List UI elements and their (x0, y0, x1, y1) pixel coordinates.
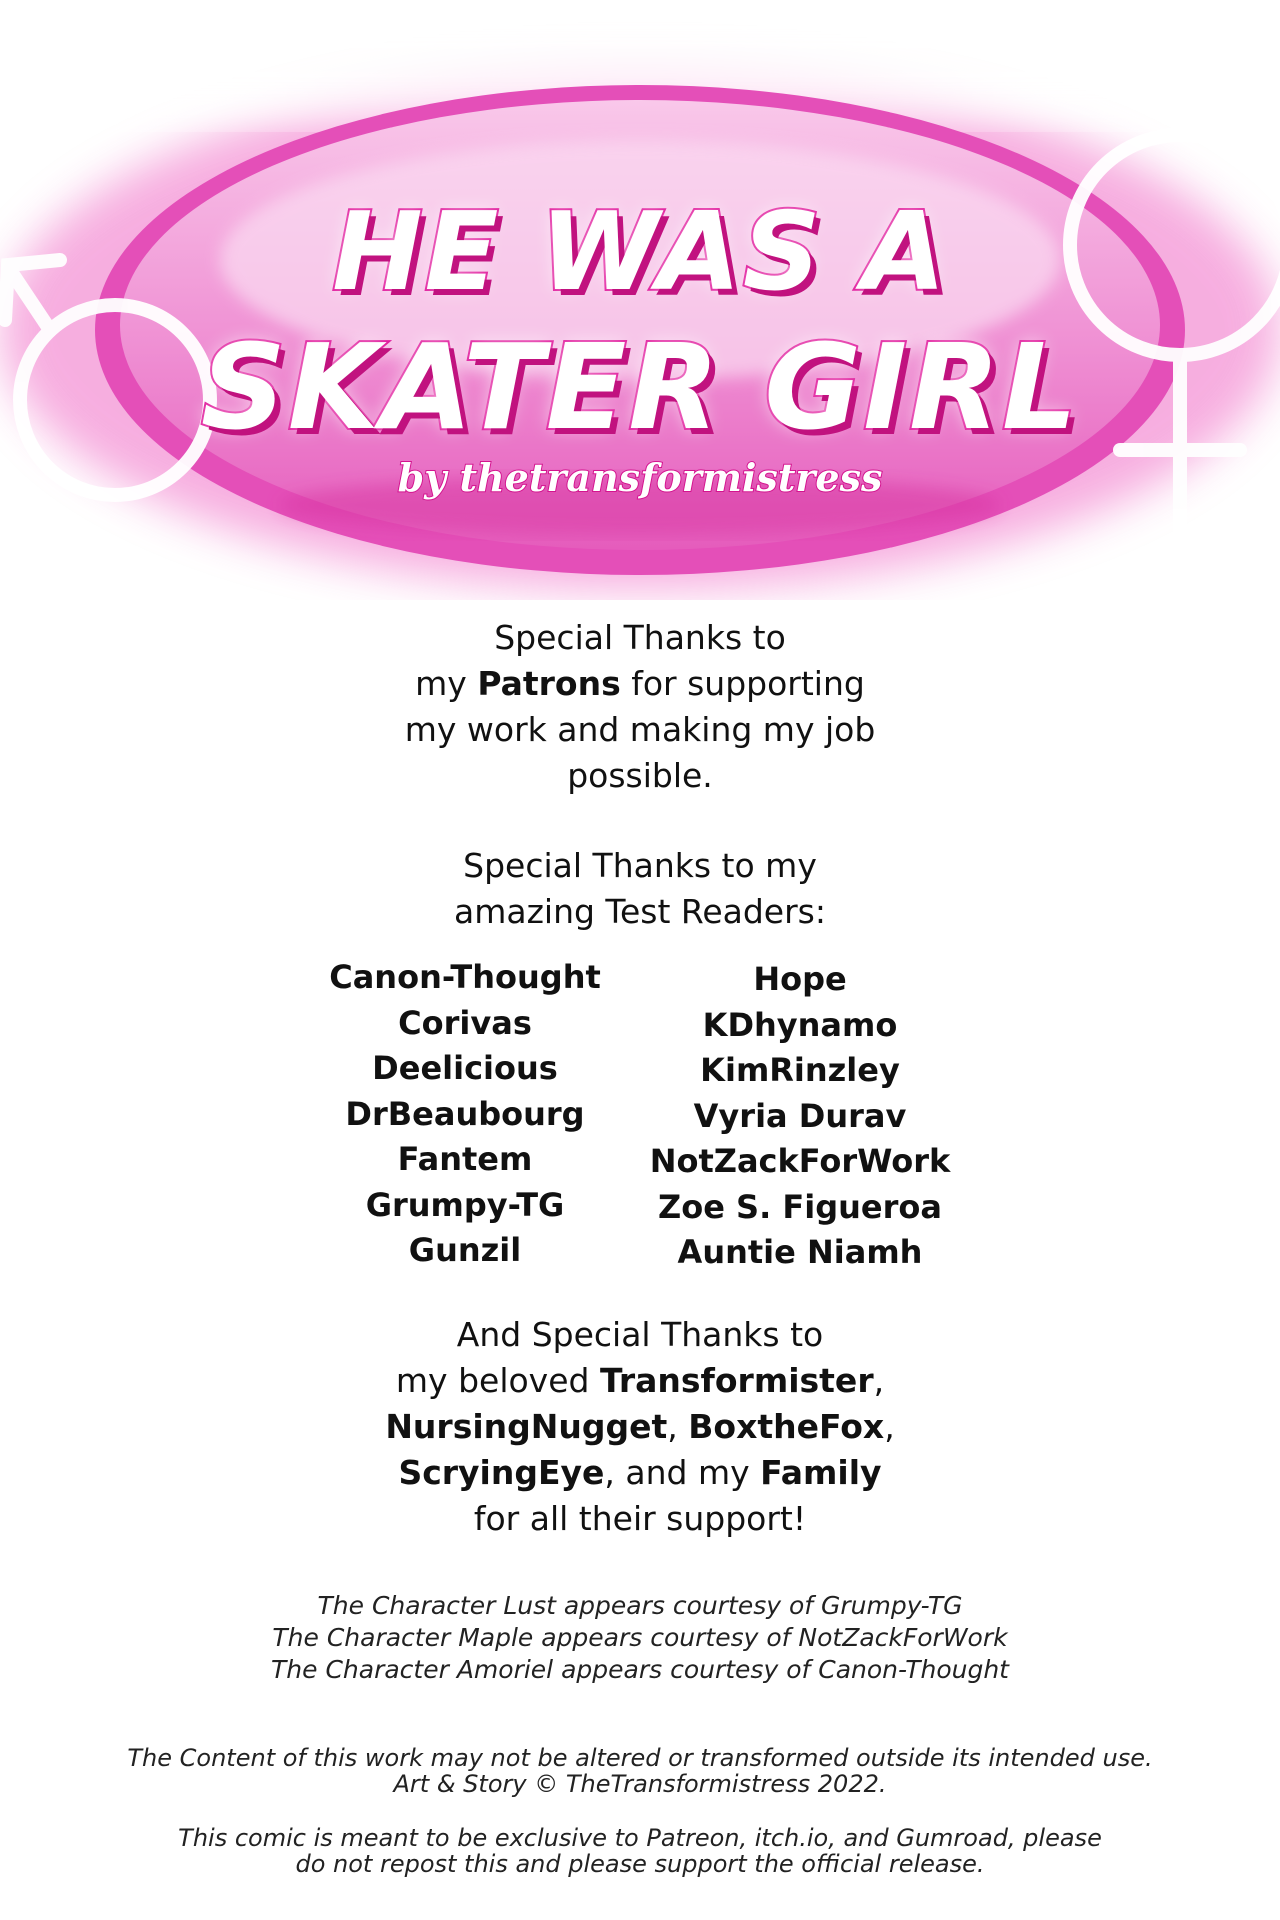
test-reader-name: Fantem (397, 1140, 533, 1178)
family-thanks-line-4: ScryingEye, and my Family (398, 1453, 882, 1492)
test-reader-name: DrBeaubourg (345, 1094, 585, 1133)
family-thanks-line-2: my beloved Transformister, (395, 1361, 885, 1400)
family-thanks-line-5: for all their support! (473, 1499, 807, 1538)
character-credits (0, 1590, 1280, 1686)
patrons-bold: Patrons (477, 664, 621, 703)
test-reader-name: NotZackForWork (649, 1142, 951, 1180)
comic-title-line-1: HE WAS A (332, 190, 948, 315)
copyright-line: Art & Story © TheTransformistress 2022. (393, 1770, 887, 1798)
character-credit: The Character Maple appears courtesy of NotZackForWork (272, 1623, 1008, 1652)
patrons-thanks-line-1: Special Thanks to (494, 618, 786, 657)
patrons-thanks-line-2: my Patrons for supporting (415, 664, 865, 703)
legal-notice (0, 1745, 1280, 1797)
family-thanks-line-3: NursingNugget, BoxtheFox, (385, 1407, 895, 1446)
test-reader-name: Deelicious (372, 1049, 558, 1087)
comic-title-line-2: SKATER GIRL (200, 318, 1080, 456)
test-reader-name: Hope (753, 960, 847, 998)
patrons-thanks (0, 615, 1280, 799)
notice-line: do not repost this and please support the official release. (295, 1850, 985, 1878)
test-reader-name: Corivas (398, 1003, 532, 1042)
test-readers-heading (0, 843, 1280, 935)
test-readers-line-2: amazing Test Readers: (453, 892, 826, 931)
test-reader-name: Zoe S. Figueroa (658, 1187, 942, 1226)
test-reader-name: Gunzil (408, 1231, 522, 1269)
readers-column-right (650, 957, 950, 1276)
family-thanks-line-1: And Special Thanks to (456, 1315, 824, 1354)
patrons-thanks-line-4: possible. (567, 756, 713, 795)
character-credit: The Character Amoriel appears courtesy of Canon-Thought (271, 1655, 1009, 1684)
test-reader-name: Canon-Thought (329, 958, 601, 996)
test-readers-line-1: Special Thanks to my (463, 846, 817, 885)
title-banner (0, 0, 1280, 600)
test-reader-name: Grumpy-TG (365, 1185, 565, 1224)
test-readers-list (330, 955, 950, 1276)
test-reader-name: KDhynamo (702, 1005, 898, 1044)
readers-column-left (330, 955, 600, 1276)
test-reader-name: Vyria Durav (693, 1096, 907, 1135)
family-thanks (0, 1312, 1280, 1542)
distribution-notice (0, 1825, 1280, 1877)
notice-line: This comic is meant to be exclusive to Patreon, itch.io, and Gumroad, please (178, 1824, 1102, 1852)
author-byline: by thetransformistress (397, 455, 883, 500)
patrons-thanks-line-3: my work and making my job (404, 710, 876, 749)
test-reader-name: KimRinzley (700, 1051, 900, 1089)
character-credit: The Character Lust appears courtesy of Grumpy-TG (317, 1591, 963, 1620)
test-reader-name: Auntie Niamh (677, 1233, 923, 1271)
legal-line: The Content of this work may not be altered or transformed outside its intended use. (127, 1744, 1153, 1772)
